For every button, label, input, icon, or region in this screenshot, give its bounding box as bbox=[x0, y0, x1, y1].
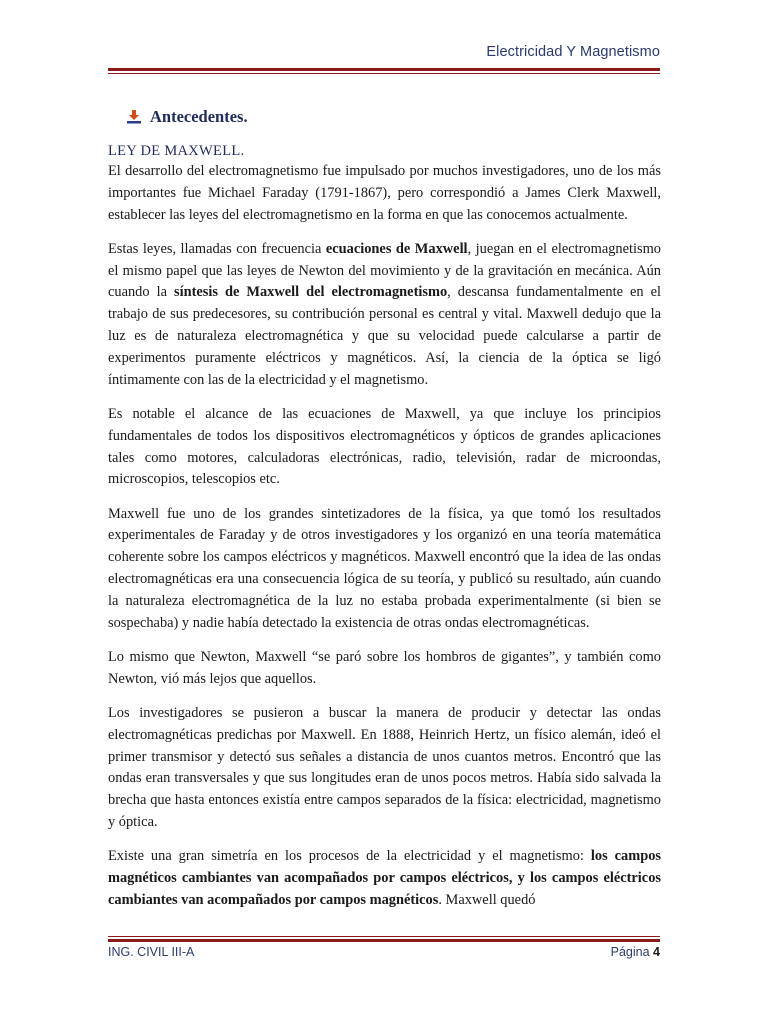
page-number: 4 bbox=[653, 945, 660, 959]
footer-course: ING. CIVIL III-A bbox=[108, 945, 195, 959]
paragraph-text: Lo mismo que Newton, Maxwell “se paró sobre los hombros de gigantes”, y también como Newton, vió más lejos que aquellos. bbox=[108, 648, 661, 687]
page-footer bbox=[108, 936, 660, 966]
body-paragraph bbox=[108, 404, 661, 491]
paragraph-text: Maxwell fue uno de los grandes sintetizadores de la física, ya que tomó los resultados experimentales de Faraday y de otros investigadores y los organizó en una teoría matemática coherente sobre los campos eléctricos y magnéticos. Maxwell encontró que la idea de las ondas electromagnéticas era una consecuencia lógica de su teoría, y publicó su resultado, aún cuando la naturaleza electromagnética de la luz no estaba probada experimentalmente (si bien se sospechaba) y nadie había detectado la existencia de otras ondas electromagnéticas. bbox=[108, 505, 661, 631]
header-title: Electricidad Y Magnetismo bbox=[486, 44, 660, 60]
footer-rule bbox=[108, 939, 660, 942]
paragraphs bbox=[108, 161, 661, 912]
paragraph-text: El desarrollo del electromagnetismo fue impulsado por muchos investigadores, uno de los más importantes fue Michael Faraday (1791-1867), pero correspondió a James Clerk Maxwell, establecer las leyes del electromagnetismo en la forma en que las conocemos actualmente. bbox=[108, 163, 661, 223]
section-heading bbox=[126, 106, 661, 128]
page-label: Página bbox=[610, 945, 650, 959]
paragraph-text: . Maxwell quedó bbox=[438, 891, 536, 908]
header-rule bbox=[108, 68, 660, 71]
body-paragraph bbox=[108, 504, 661, 635]
emphasis-text: ecuaciones de Maxwell bbox=[325, 240, 468, 257]
law-title: LEY DE MAXWELL. bbox=[108, 143, 245, 159]
body-paragraph bbox=[108, 647, 661, 691]
paragraph-text: , juegan en el electromagnetismo el mismo papel que las leyes de Newton del movimiento y de la gravitación en mecánica. Aún cuando la bbox=[108, 240, 661, 301]
paragraph-text: Existe una gran simetría en los procesos de la electricidad y el magnetismo: bbox=[108, 848, 591, 865]
page-header bbox=[108, 44, 660, 74]
paragraph-text: Estas leyes, llamadas con frecuencia bbox=[108, 240, 326, 257]
body-paragraph bbox=[108, 161, 661, 226]
emphasis-text: síntesis de Maxwell del electromagnetismo bbox=[173, 284, 448, 301]
header-rule-thin bbox=[108, 73, 660, 74]
body-paragraph bbox=[108, 239, 661, 392]
body-paragraph bbox=[108, 703, 661, 834]
emphasis-text: los campos magnéticos cambiantes van acompañados por campos eléctricos, y los campos eléctricos cambiantes van acompañados por campos magnéticos bbox=[108, 848, 661, 908]
paragraph-text: Los investigadores se pusieron a buscar la manera de producir y detectar las ondas electromagnéticas predichas por Maxwell. En 1888, Heinrich Hertz, un físico alemán, ideó el primer transmisor y detectó sus señales a distancia de unos cuantos metros. Encontró que las ondas eran transversales y que sus longitudes eran de unos pocos metros. Había sido salvada la brecha que hasta entonces existía entre campos separados de la física: electricidad, magnetismo y óptica. bbox=[108, 705, 661, 831]
arrow-bullet-icon bbox=[126, 110, 142, 124]
body-paragraph bbox=[108, 846, 661, 911]
document-body bbox=[108, 106, 661, 924]
footer-rule-thin bbox=[108, 936, 660, 937]
footer-page bbox=[611, 945, 660, 959]
paragraph-text: Es notable el alcance de las ecuaciones de Maxwell, ya que incluye los principios fundamentales de todos los dispositivos electromagnéticos y ópticos de grandes aplicaciones tales como motores, calculadoras electrónicas, radio, televisión, radar de microondas, microscopios, telescopios etc. bbox=[108, 405, 661, 488]
paragraph-text: , descansa fundamentalmente en el trabajo de sus predecesores, su contribución personal es central y vital. Maxwell dedujo que la luz es de naturaleza electromagnética y que su velocidad puede calcularse a partir de experimentos puramente eléctricos y magnéticos. Así, la ciencia de la óptica se ligó íntimamente con las de la electricidad y el magnetismo. bbox=[108, 284, 661, 388]
section-title: Antecedentes. bbox=[150, 107, 248, 126]
